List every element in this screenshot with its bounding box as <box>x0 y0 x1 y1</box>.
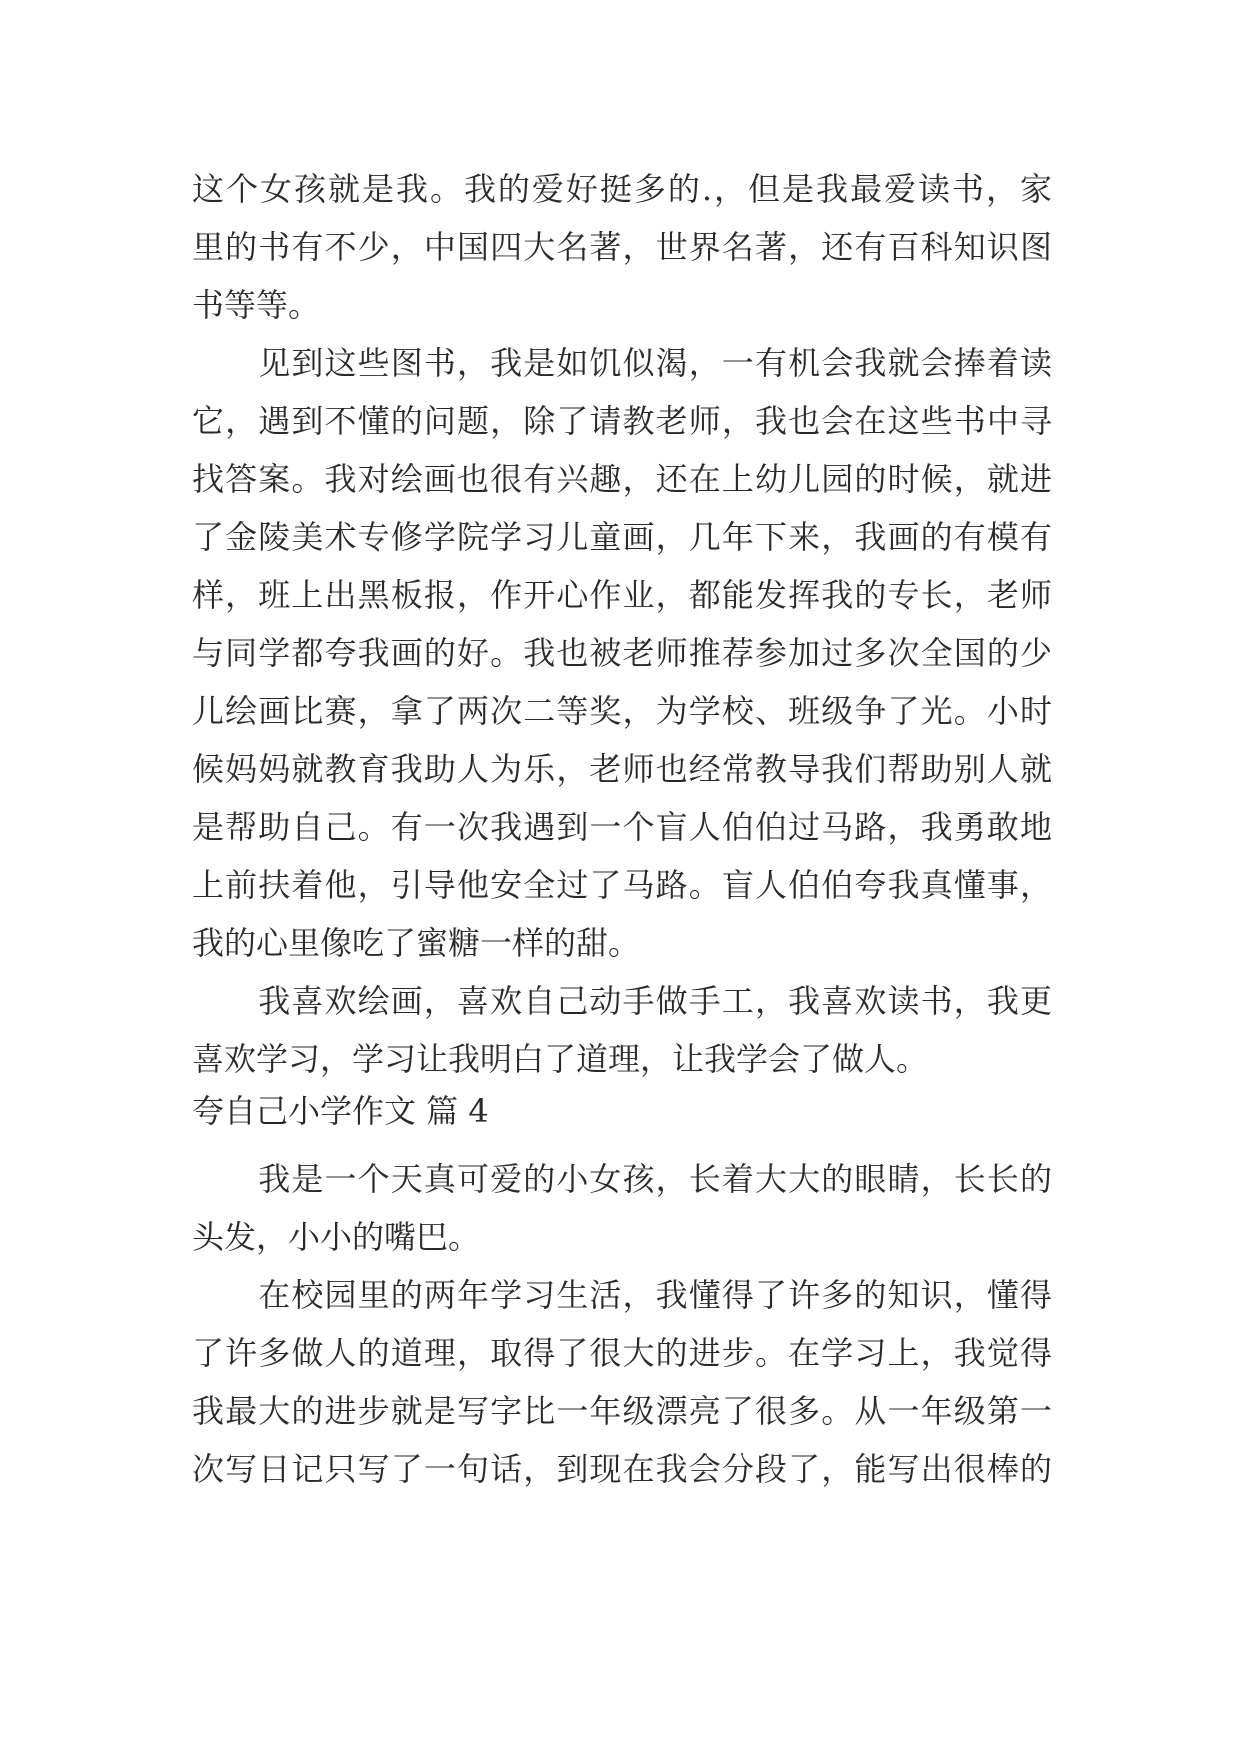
text-line: 找答案。我对绘画也很有兴趣，还在上幼儿园的时候，就进 <box>192 460 1052 498</box>
text-line: 喜欢学习，学习让我明白了道理，让我学会了做人。 <box>192 1040 929 1078</box>
text-line: 样，班上出黑板报，作开心作业，都能发挥我的专长，老师 <box>192 576 1052 614</box>
text-line: 了金陵美术专修学院学习儿童画，几年下来，我画的有模有 <box>192 518 1052 556</box>
text-line: 里的书有不少，中国四大名著，世界名著，还有百科知识图 <box>192 228 1052 266</box>
text-line: 我的心里像吃了蜜糖一样的甜。 <box>192 924 641 962</box>
text-line: 是帮助自己。有一次我遇到一个盲人伯伯过马路，我勇敢地 <box>192 808 1052 846</box>
text-line: 与同学都夸我画的好。我也被老师推荐参加过多次全国的少 <box>192 634 1052 672</box>
text-line: 它，遇到不懂的问题，除了请教老师，我也会在这些书中寻 <box>192 402 1052 440</box>
text-line: 我是一个天真可爱的小女孩，长着大大的眼睛，长长的 <box>192 1160 1052 1198</box>
text-line: 了许多做人的道理，取得了很大的进步。在学习上，我觉得 <box>192 1334 1052 1372</box>
section-heading: 夸自己小学作文 篇 4 <box>192 1092 489 1130</box>
essay-section-3-body <box>192 160 1052 1088</box>
text-line: 上前扶着他，引导他安全过了马路。盲人伯伯夸我真懂事， <box>192 866 1052 904</box>
text-line: 这个女孩就是我。我的爱好挺多的.，但是我最爱读书，家 <box>192 170 1052 208</box>
text-line: 儿绘画比赛，拿了两次二等奖，为学校、班级争了光。小时 <box>192 692 1052 730</box>
text-line: 次写日记只写了一句话，到现在我会分段了，能写出很棒的 <box>192 1450 1052 1488</box>
text-line: 头发，小小的嘴巴。 <box>192 1218 481 1256</box>
text-line: 我最大的进步就是写字比一年级漂亮了很多。从一年级第一 <box>192 1392 1052 1430</box>
essay-section-4-body <box>192 1150 1052 1498</box>
text-line: 候妈妈就教育我助人为乐，老师也经常教导我们帮助别人就 <box>192 750 1052 788</box>
text-line: 书等等。 <box>192 286 321 324</box>
text-line: 在校园里的两年学习生活，我懂得了许多的知识，懂得 <box>192 1276 1052 1314</box>
text-line: 见到这些图书，我是如饥似渴，一有机会我就会捧着读 <box>192 344 1052 382</box>
text-line: 我喜欢绘画，喜欢自己动手做手工，我喜欢读书，我更 <box>192 982 1052 1020</box>
